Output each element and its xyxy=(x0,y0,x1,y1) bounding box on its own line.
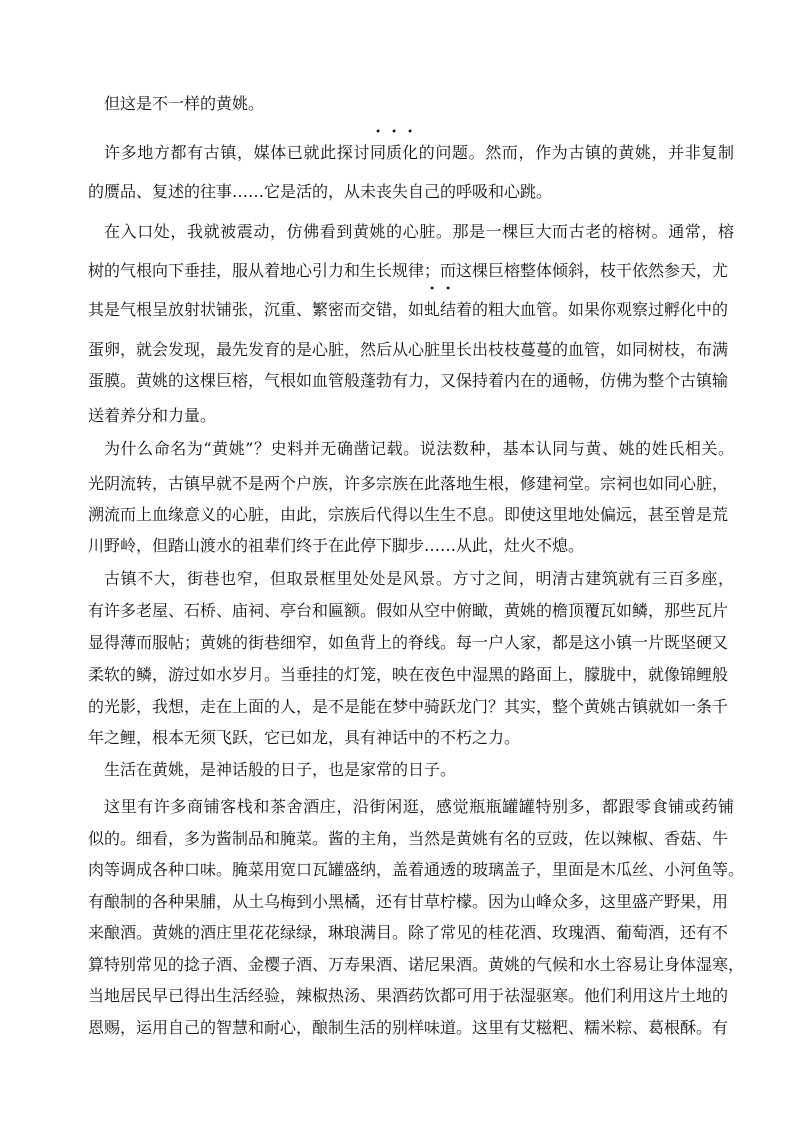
paragraph-line: 送着养分和力量。 xyxy=(88,406,217,425)
emphasis-char: 结 xyxy=(440,300,457,319)
paragraph-line: 生活在黄姚，是神话般的日子，也是家常的日子。 xyxy=(104,760,457,779)
paragraph-line: 蛋膜。黄姚的这棵巨榕，气根如血管般蓬勃有力，又保持着内在的通畅，仿佛为整个古镇输 xyxy=(88,371,729,390)
paragraph-line: 古镇不大，街巷也窄，但取景框里处处是风景。方寸之间，明清古建筑就有三百多座， xyxy=(104,569,734,588)
paragraph-line: 当地居民早已得出生活经验，辣椒热汤、果酒药饮都可用于祛湿驱寒。他们利用这片土地的 xyxy=(88,986,729,1005)
text-span: 其是气根呈放射状铺张，沉重、繁密而交错，如 xyxy=(88,300,425,319)
emphasis-char: 虬 xyxy=(424,300,441,319)
paragraph-line: 有酿制的各种果脯，从土乌梅到小黑橘，还有甘草柠檬。因为山峰众多，这里盛产野果，用 xyxy=(88,892,729,911)
paragraph-line: 为什么命名为“黄姚”？史料并无确凿记载。说法数种，基本认同与黄、姚的姓氏相关。 xyxy=(104,439,734,458)
paragraph-line: 蛋卵，就会发现，最先发育的是心脏，然后从心脏里长出枝枝蔓蔓的血管，如同树枝，布满 xyxy=(88,340,729,359)
text-span: 许多地方都有古镇，媒体已就此探讨 xyxy=(104,143,371,162)
paragraph-line: 光阴流转，古镇早就不是两个户族，许多宗族在此落地生根，修建祠堂。宗祠也如同心脏， xyxy=(88,474,729,493)
paragraph-line: 恩赐，运用自己的智慧和耐心，酿制生活的别样味道。这里有艾糍粑、糯米粽、葛根酥。有 xyxy=(88,1018,729,1037)
paragraph-line xyxy=(88,143,734,163)
paragraph-line: 这里有许多商铺客栈和茶舍酒庄，沿街闲逛，感觉瓶瓶罐罐特别多，都跟零食铺或药铺 xyxy=(104,797,734,816)
emphasis-char: 化 xyxy=(402,143,419,162)
paragraph-line: 但这是不一样的黄姚。 xyxy=(104,94,265,113)
paragraph-line: 树的气根向下垂挂，服从着地心引力和生长规律；而这棵巨榕整体倾斜，枝干依然参天，尤 xyxy=(88,261,729,280)
paragraph-line: 的光影，我想，走在上面的人，是不是能在梦中骑跃龙门？其实，整个黄姚古镇就如一条千 xyxy=(88,697,729,716)
paragraph-line: 似的。细看，多为酱制品和腌菜。酱的主角，当然是黄姚有名的豆豉，佐以辣椒、香菇、牛 xyxy=(88,829,729,848)
paragraph-line: 肉等调成各种口味。腌菜用宽口瓦罐盛纳，盖着通透的玻璃盖子，里面是木瓜丝、小河鱼等。 xyxy=(88,860,745,879)
paragraph-line: 显得薄而服帖；黄姚的街巷细窄，如鱼背上的脊线。每一户人家，都是这小镇一片既坚硬又 xyxy=(88,633,729,652)
paragraph-line: 溯流而上血缘意义的心脏，由此，宗族后代得以生生不息。即使这里地处偏远，甚至曾是荒 xyxy=(88,505,729,524)
emphasis-char: 质 xyxy=(386,143,403,162)
text-span: 着的粗大血管。如果你观察过孵化中的 xyxy=(456,300,729,319)
paragraph-line: 有许多老屋、石桥、庙祠、亭台和匾额。假如从空中俯瞰，黄姚的檐顶覆瓦如鳞，那些瓦片 xyxy=(88,601,729,620)
paragraph-line: 算特别常见的捻子酒、金樱子酒、万寿果酒、诺尼果酒。黄姚的气候和水土容易让身体湿寒， xyxy=(88,955,745,974)
paragraph-line: 川野岭，但踏山渡水的祖辈们终于在此停下脚步……从此，灶火不熄。 xyxy=(88,536,585,555)
paragraph-line xyxy=(88,300,729,320)
text-span: 的问题。然而，作为古镇的黄姚，并非复制 xyxy=(418,143,734,162)
paragraph-line: 来酿酒。黄姚的酒庄里花花绿绿，琳琅满目。除了常见的桂花酒、玫瑰酒、葡萄酒，还有不 xyxy=(88,923,729,942)
paragraph-line: 的赝品、复述的往事……它是活的，从未丧失自己的呼吸和心跳。 xyxy=(88,182,553,201)
paragraph-line: 年之鲤，根本无须飞跃，它已如龙，具有神话中的不朽之力。 xyxy=(88,728,521,747)
emphasis-char: 同 xyxy=(370,143,387,162)
paragraph-line: 在入口处，我就被震动，仿佛看到黄姚的心脏。那是一棵巨大而古老的榕树。通常，榕 xyxy=(104,222,734,241)
paragraph-line: 柔软的鳞，游过如水岁月。当垂挂的灯笼，映在夜色中湿黑的路面上，朦胧中，就像锦鲤般 xyxy=(88,665,729,684)
